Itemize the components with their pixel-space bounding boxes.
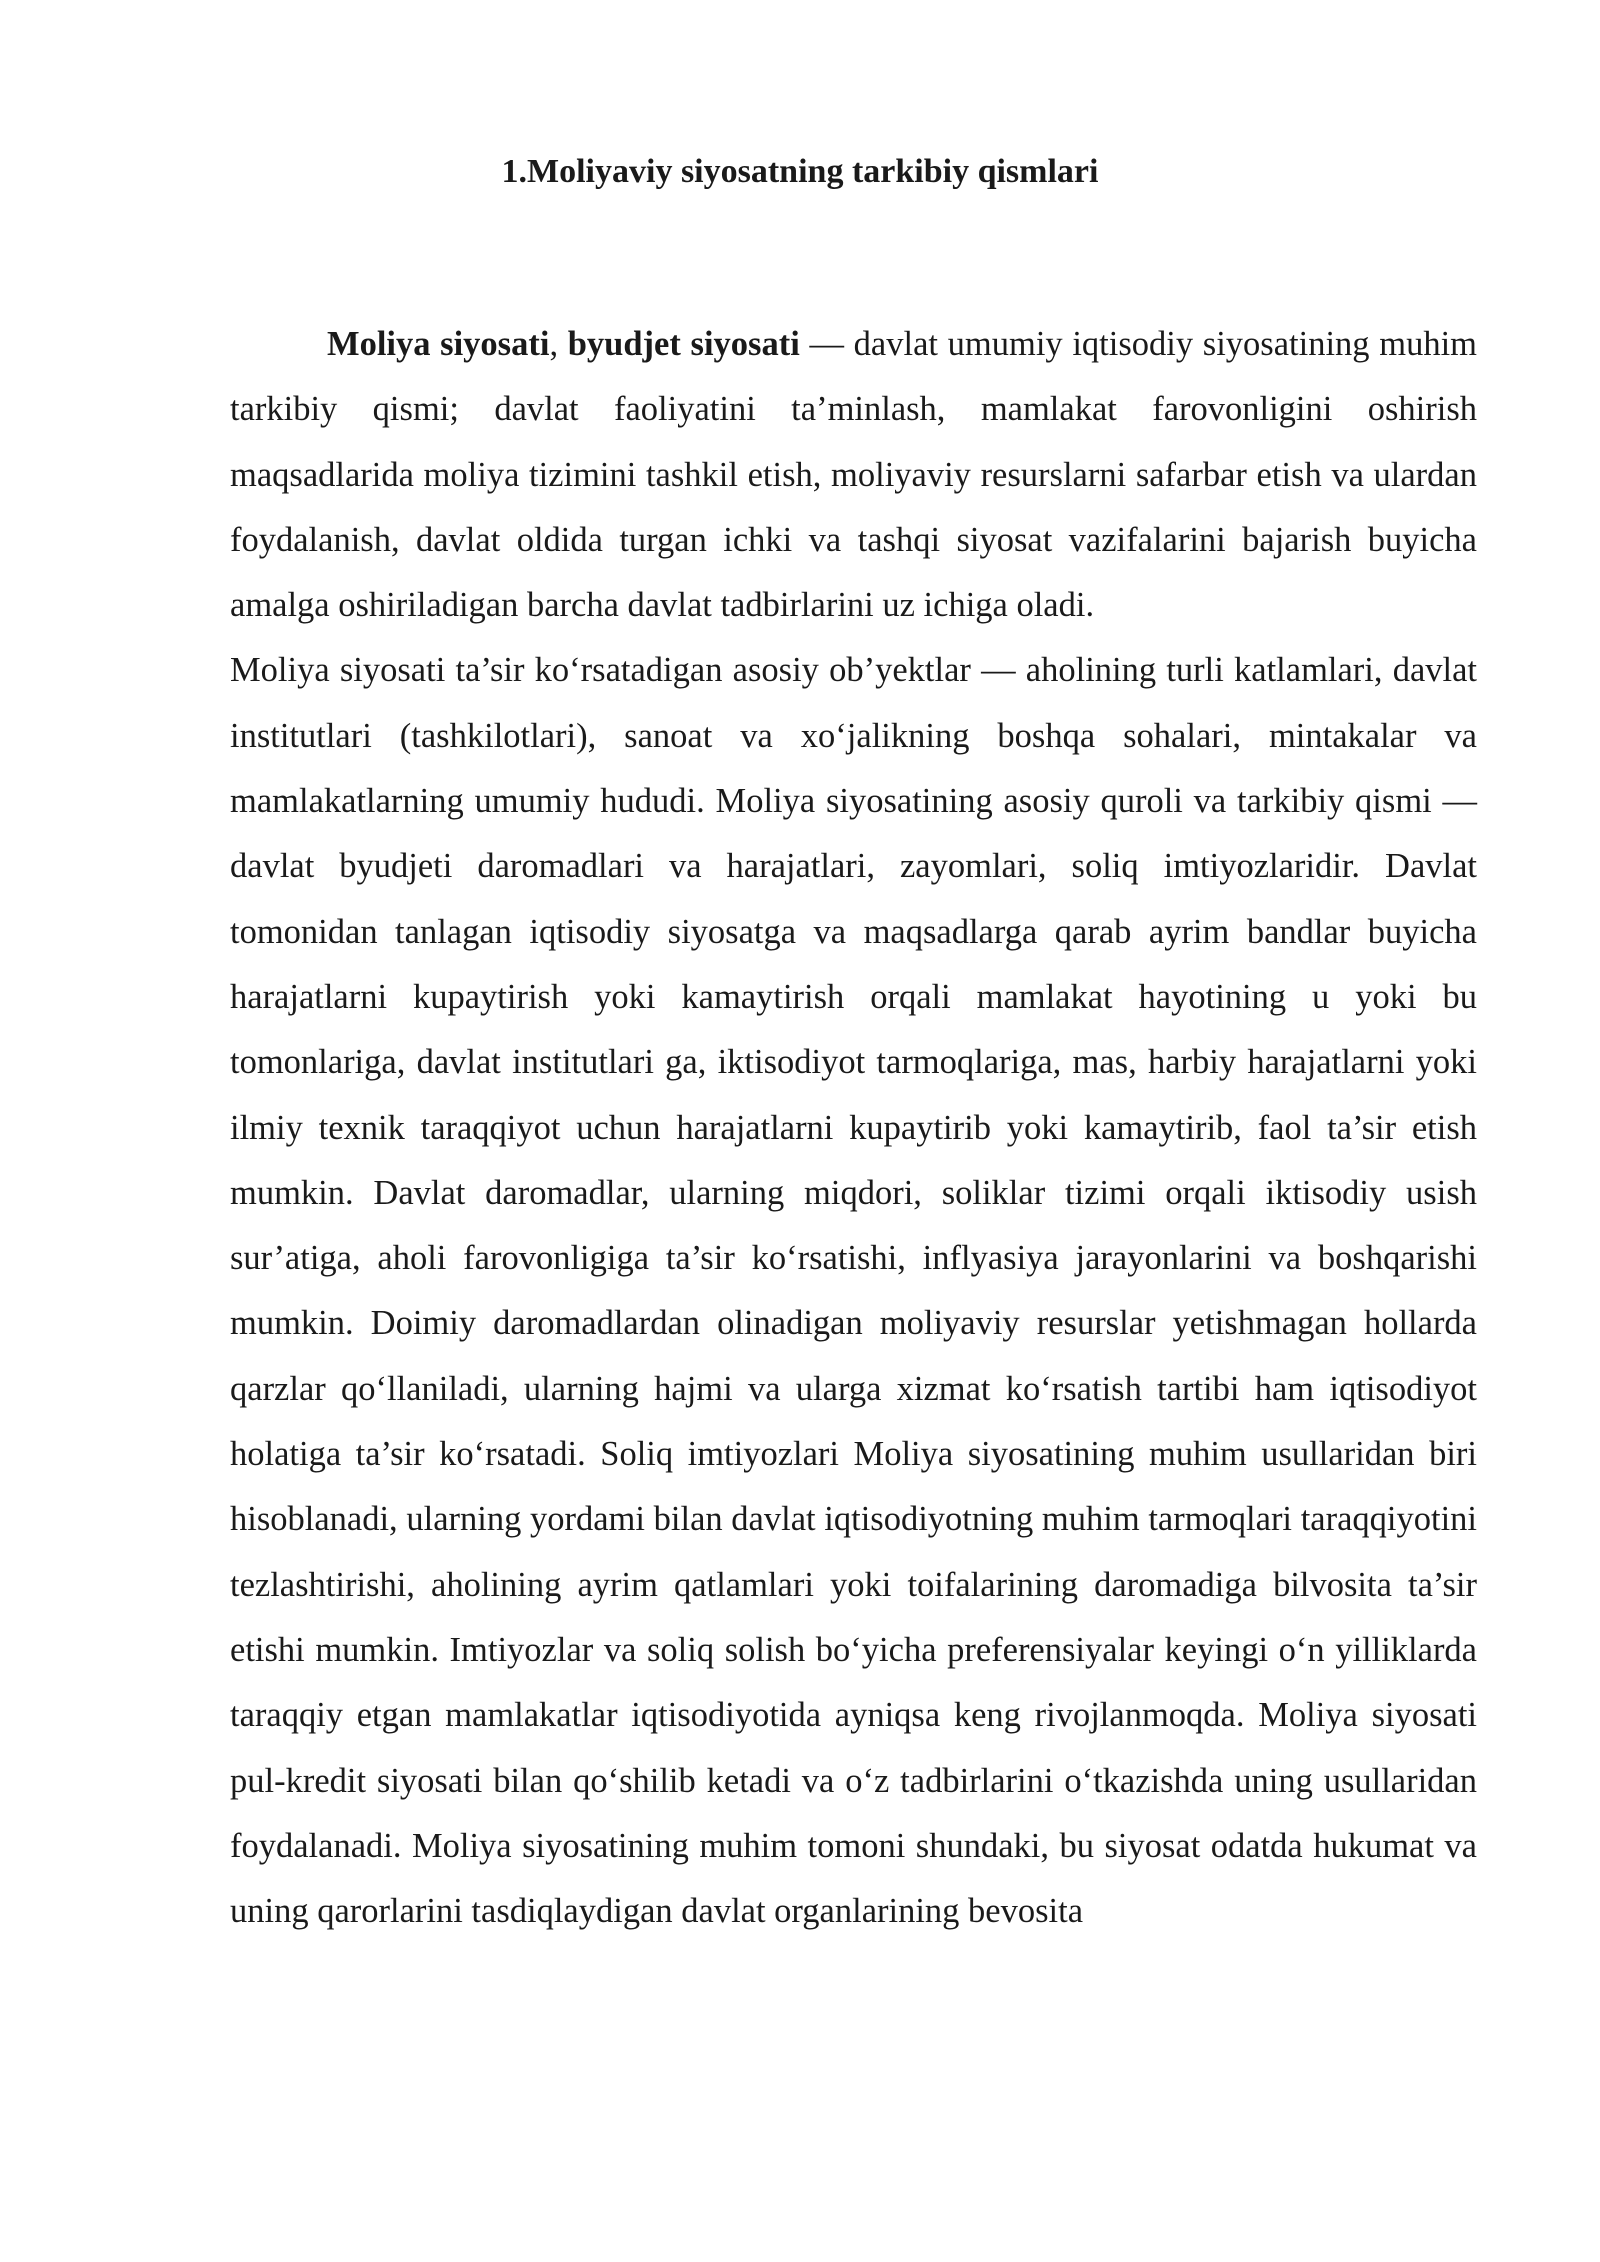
paragraph-1 (230, 312, 1477, 638)
term-byudjet-siyosati: byudjet siyosati (567, 325, 800, 363)
page-title: 1.Moliyaviy siyosatning tarkibiy qismlari (501, 153, 1099, 190)
term-separator: , (549, 325, 568, 363)
document-body (230, 312, 1477, 1944)
paragraph-2: Moliya siyosati ta’sir ko‘rsatadigan asosiy ob’yektlar — aholining turli katlamlari, davlat institutlari (tashkilotlari), sanoat va xo‘jalikning boshqa sohalari, mintakalar va mamlakatlarning umumiy hududi. Moliya siyosatining asosiy quroli va tarkibiy qismi — davlat byudjeti daromadlari va harajatlari, zayomlari, soliq imtiyozlaridir. Davlat tomonidan tanlagan iqtisodiy siyosatga va maqsadlarga qarab ayrim bandlar buyicha harajatlarni kupaytirish yoki kamaytirish orqali mamlakat hayotining u yoki bu tomonlariga, davlat institutlari ga, iktisodiyot tarmoqlariga, mas, harbiy harajatlarni yoki ilmiy texnik taraqqiyot uchun harajatlarni kupaytirib yoki kamaytirib, faol ta’sir etish mumkin. Davlat daromadlar, ularning miqdori, soliklar tizimi orqali iktisodiy usish sur’atiga, aholi farovonligiga ta’sir ko‘rsatishi, inflyasiya jarayonlarini va boshqarishi mumkin. Doimiy daromadlardan olinadigan moliyaviy resurslar yetishmagan hollarda qarzlar qo‘llaniladi, ularning hajmi va ularga xizmat ko‘rsatish tartibi ham iqtisodiyot holatiga ta’sir ko‘rsatadi. Soliq imtiyozlari Moliya siyosatining muhim usullaridan biri hisoblanadi, ularning yordami bilan davlat iqtisodiyotning muhim tarmoqlari taraqqiyotini tezlashtirishi, aholining ayrim qatlamlari yoki toifalarining daromadiga bilvosita ta’sir etishi mumkin. Imtiyozlar va soliq solish bo‘yicha preferensiyalar keyingi o‘n yilliklarda taraqqiy etgan mamlakatlar iqtisodiyotida ayniqsa keng rivojlanmoqda. Moliya siyosati pul-kredit siyosati bilan qo‘shilib ketadi va o‘z tadbirlarini o‘tkazishda uning usullaridan foydalanadi. Moliya siyosatining muhim tomoni shundaki, bu siyosat odatda hukumat va uning qarorlarini tasdiqlaydigan davlat organlarining bevosita (230, 651, 1477, 1931)
term-moliya-siyosati: Moliya siyosati (327, 325, 550, 363)
paragraph-1-text: — davlat umumiy iqtisodiy siyosatining muhim tarkibiy qismi; davlat faoliyatini ta’minlash, mamlakat farovonligini oshirish maqsadlarida moliya tizimini tashkil etish, moliyaviy resurslarni safarbar etish va ulardan foydalanish, davlat oldida turgan ichki va tashqi siyosat vazifalarini bajarish buyicha amalga oshiriladigan barcha davlat tadbirlarini uz ichiga oladi. (230, 325, 1477, 625)
